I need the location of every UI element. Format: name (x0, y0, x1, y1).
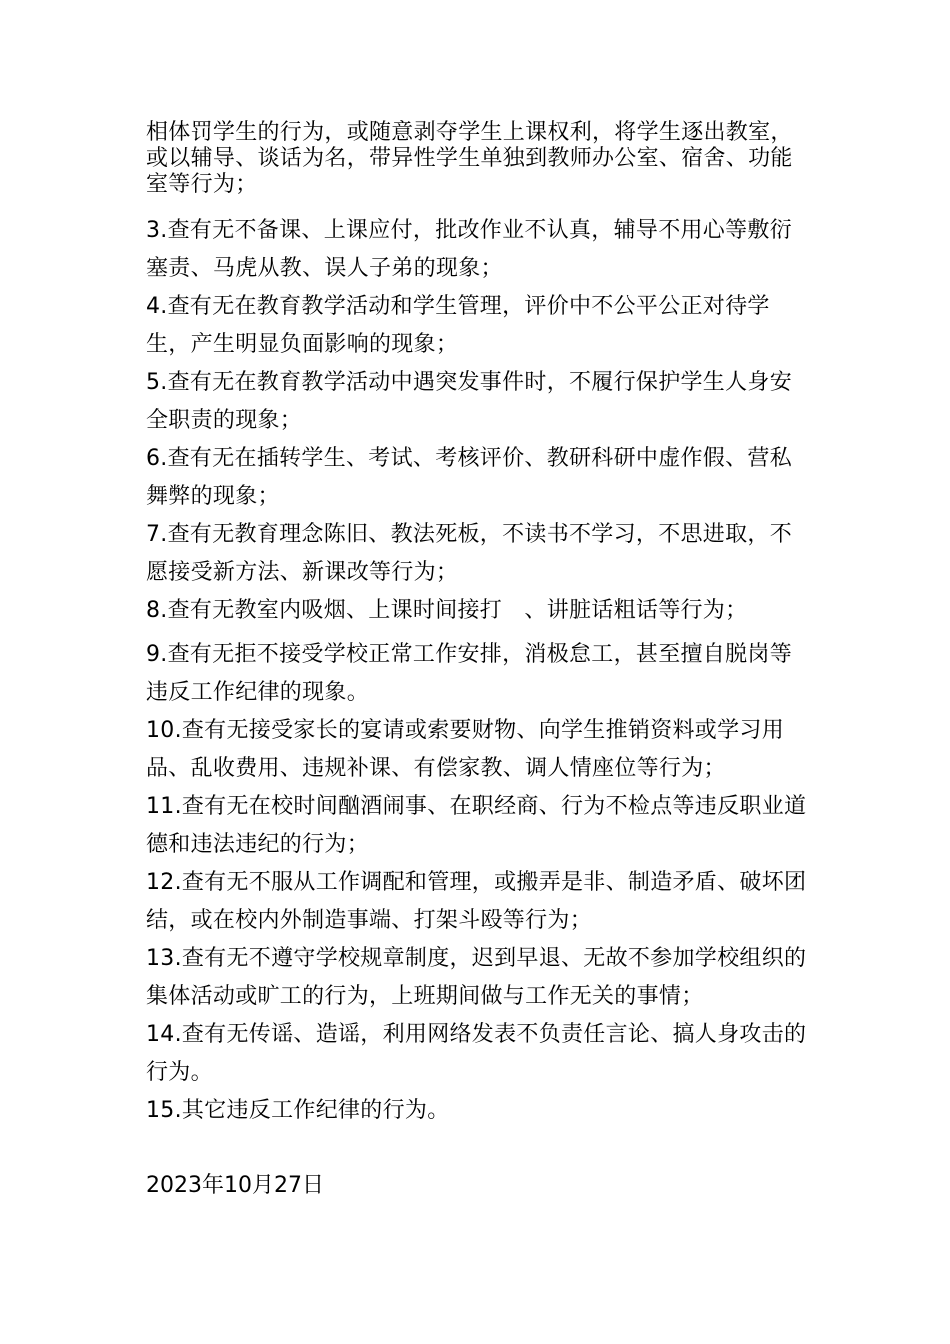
list-item-5: 5.查有无在教育教学活动中遇突发事件时，不履行保护学生人身安全职责的现象； (146, 370, 792, 433)
list-item-14: 14.查有无传谣、造谣，利用网络发表不负责任言论、搞人身攻击的行为。 (146, 1022, 807, 1085)
lead-paragraph: 相体罚学生的行为，或随意剥夺学生上课权利，将学生逐出教室，或以辅导、谈话为名，带异性学生单独到教师办公室、宿舍、功能室等行为； (146, 120, 793, 197)
document-date: 2023年10月27日 (146, 1173, 324, 1198)
list-item-13: 13.查有无不遵守学校规章制度，迟到早退、无故不参加学校组织的集体活动或旷工的行为，上班期间做与工作无关的事情； (146, 946, 807, 1009)
list-item-9: 9.查有无拒不接受学校正常工作安排，消极怠工，甚至擅自脱岗等违反工作纪律的现象。 (146, 642, 792, 705)
list-item-6: 6.查有无在插转学生、考试、考核评价、教研科研中虚作假、营私舞弊的现象； (146, 446, 792, 509)
list-item-8: 8.查有无教室内吸烟、上课时间接打 、讲脏话粗话等行为； (146, 598, 748, 623)
list-item-10: 10.查有无接受家长的宴请或索要财物、向学生推销资料或学习用品、乱收费用、违规补课、有偿家教、调人情座位等行为； (146, 718, 784, 781)
list-item-7: 7.查有无教育理念陈旧、教法死板，不读书不学习，不思进取，不愿接受新方法、新课改等行为； (146, 522, 792, 585)
list-item-4: 4.查有无在教育教学活动和学生管理，评价中不公平公正对待学生，产生明显负面影响的现象； (146, 294, 770, 357)
document-body (146, 120, 811, 1202)
list-item-3: 3.查有无不备课、上课应付，批改作业不认真，辅导不用心等敷衍塞责、马虎从教、误人子弟的现象； (146, 218, 792, 281)
list-item-11: 11.查有无在校时间酗酒闹事、在职经商、行为不检点等违反职业道德和违法违纪的行为； (146, 794, 807, 857)
list-item-12: 12.查有无不服从工作调配和管理，或搬弄是非、制造矛盾、破坏团结，或在校内外制造事端、打架斗殴等行为； (146, 870, 807, 933)
list-item-15: 15.其它违反工作纪律的行为。 (146, 1098, 450, 1123)
